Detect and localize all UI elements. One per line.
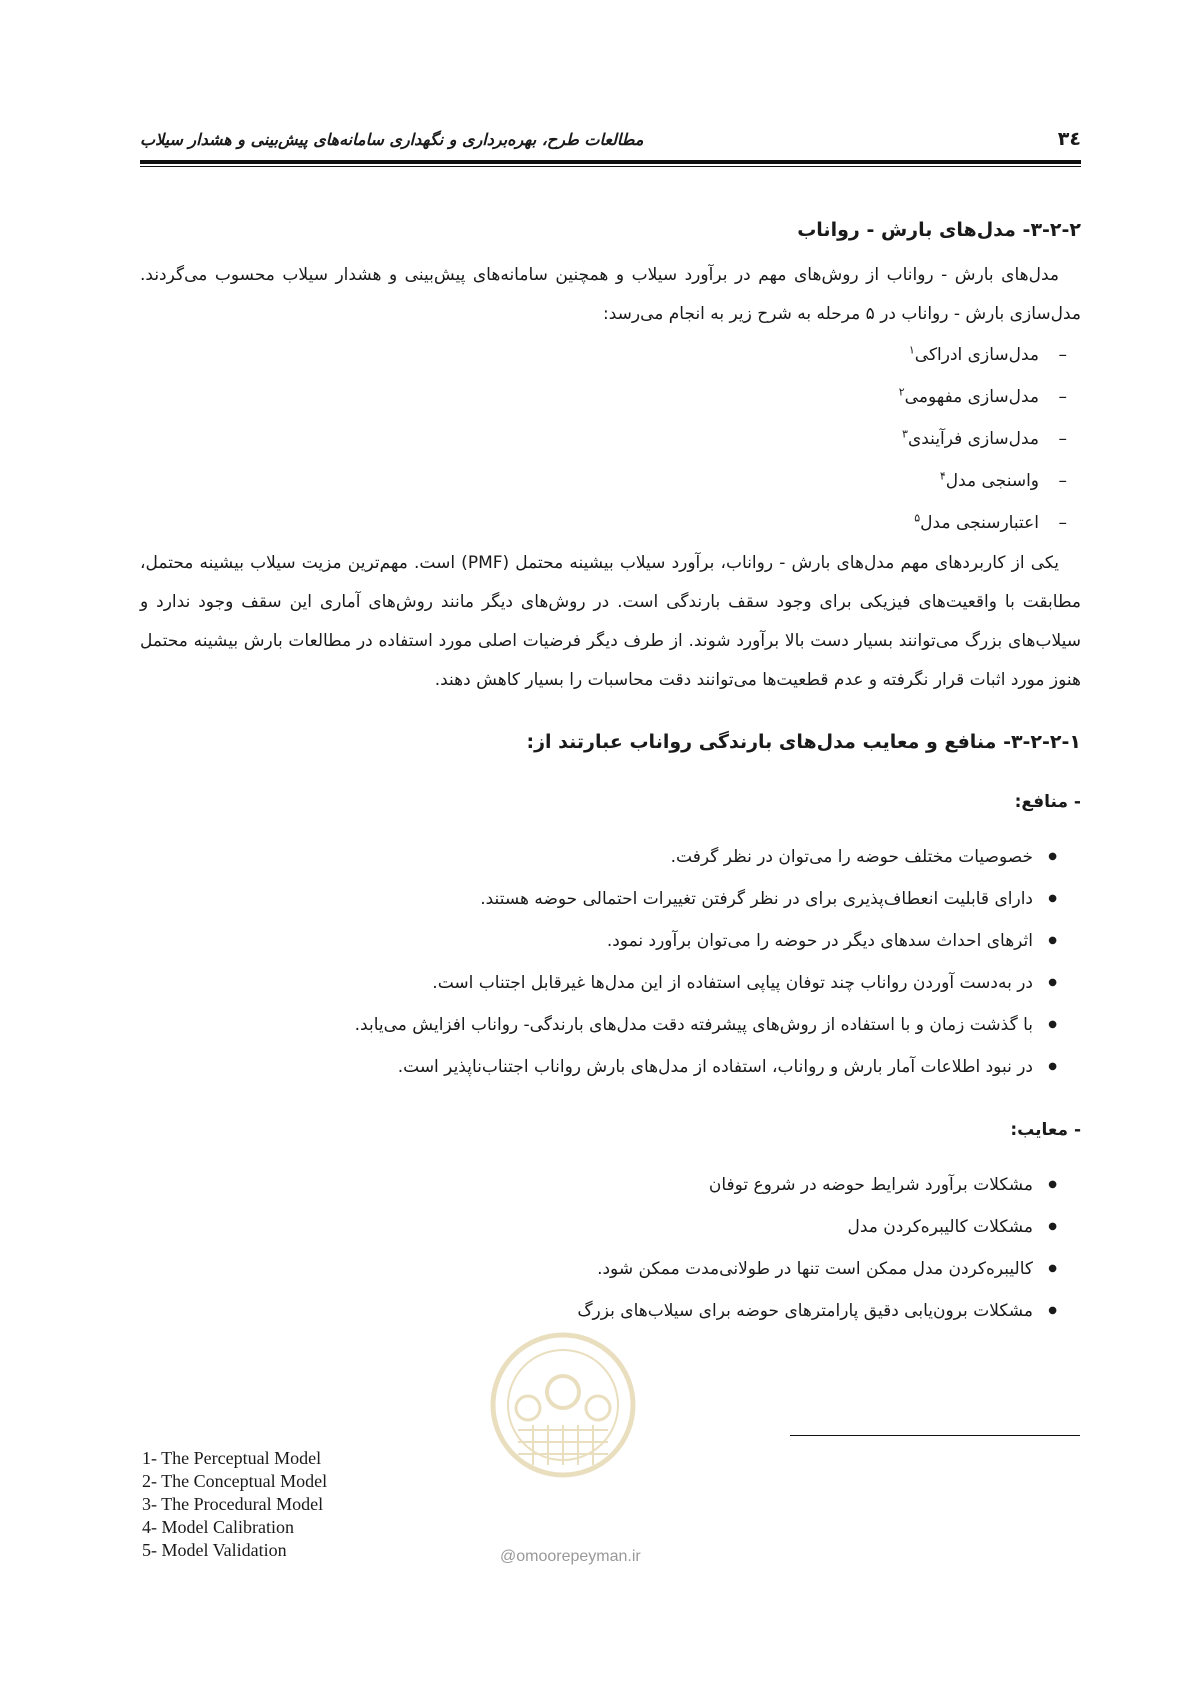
list-item: ● خصوصیات مختلف حوضه را می‌توان در نظر گرفت. [140,836,1057,878]
drawbacks-list [140,1164,1081,1332]
section-heading: ۳-۲-۲- مدل‌های بارش - رواناب [797,219,1081,241]
footnote-ref: ۲ [898,385,905,399]
list-item: ● دارای قابلیت انعطاف‌پذیری برای در نظر گرفتن تغییرات احتمالی حوضه هستند. [140,878,1057,920]
footnote-ref: ۳ [902,427,908,441]
page-number: ۳٤ [1057,128,1081,150]
list-item: ● کالیبره‌کردن مدل ممکن است تنها در طولانی‌مدت ممکن شود. [140,1248,1057,1290]
footnote: 5- Model Validation [142,1540,287,1560]
seal-logo-icon [488,1330,638,1480]
list-item: ● مشکلات برآورد شرایط حوضه در شروع توفان [140,1164,1057,1206]
list-item: –مدل‌سازی مفهومی$^۲$ [898,385,1067,407]
list-item: ● اثرهای احداث سدهای دیگر در حوضه را می‌توان برآورد نمود. [140,920,1057,962]
footnote-rule [790,1435,1080,1436]
footnote-ref: ۴ [939,469,946,483]
main-content [140,210,1081,1354]
watermark-url: @omoorepeyman.ir [500,1548,641,1565]
footnote: 1- The Perceptual Model [142,1448,322,1468]
benefits-list [140,836,1081,1088]
footnotes [142,1447,327,1562]
intro-paragraph: مدل‌های بارش - رواناب از روش‌های مهم در برآورد سیلاب و همچنین سامانه‌های پیش‌بینی و هشدار سیلاب محسوب می‌گردند. مدل‌سازی بارش - رواناب در ۵ مرحله به شرح زیر به انجام می‌رسد: [140,265,1081,324]
modeling-steps-list [140,334,1081,544]
footnote: 3- The Procedural Model [142,1494,324,1514]
list-item: –واسنجی مدل$^۴$ [939,469,1067,491]
header-rule-thin [140,166,1081,167]
footnote-ref: ۱ [908,343,915,357]
list-item: ● در نبود اطلاعات آمار بارش و رواناب، استفاده از مدل‌های بارش رواناب اجتناب‌ناپذیر است. [140,1046,1057,1088]
benefits-label: - منافع: [1014,792,1081,812]
list-item: ● مشکلات برون‌یابی دقیق پارامترهای حوضه برای سیلاب‌های بزرگ [140,1290,1057,1332]
list-item: –اعتبارسنجی مدل$^۵$ [914,511,1067,533]
footnote-ref: ۵ [914,511,921,525]
running-title: مطالعات طرح، بهره‌برداری و نگهداری سامانه‌های پیش‌بینی و هشدار سیلاب [140,130,644,149]
header-rule-thick [140,160,1081,164]
footnote: 2- The Conceptual Model [142,1471,328,1491]
drawbacks-label: - معایب: [1010,1120,1081,1140]
subsection-heading: ۳-۲-۲-۱- منافع و معایب مدل‌های بارندگی رواناب عبارتند از: [526,731,1081,753]
list-item: ● با گذشت زمان و با استفاده از روش‌های پیشرفته دقت مدل‌های بارندگی- رواناب افزایش می‌یابد. [140,1004,1057,1046]
list-item: –مدل‌سازی ادراکی$^۱$ [908,343,1067,365]
pmf-paragraph: یکی از کاربردهای مهم مدل‌های بارش - رواناب، برآورد سیلاب بیشینه محتمل (PMF) است. مهم‌ترین مزیت سیلاب بیشینه محتمل، مطابقت با واقعیت‌های فیزیکی برای وجود سقف بارندگی است. در روش‌های دیگر مانند روش‌های آماری این سقف وجود ندارد و سیلاب‌های بزرگ می‌توانند بسیار دست بالا برآورد شوند. از طرف دیگر فرضیات اصلی مورد استفاده در مطالعات بارش بیشینه محتمل هنوز مورد اثبات قرار نگرفته و عدم قطعیت‌ها می‌توانند دقت محاسبات را بسیار کاهش دهند. [140,553,1081,690]
list-item: ● در به‌دست آوردن رواناب چند توفان پیاپی استفاده از این مدل‌ها غیرقابل اجتناب است. [140,962,1057,1004]
list-item: ● مشکلات کالیبره‌کردن مدل [140,1206,1057,1248]
list-item: –مدل‌سازی فرآیندی$^۳$ [902,427,1067,449]
page-header [140,128,1081,154]
footnote: 4- Model Calibration [142,1517,294,1537]
